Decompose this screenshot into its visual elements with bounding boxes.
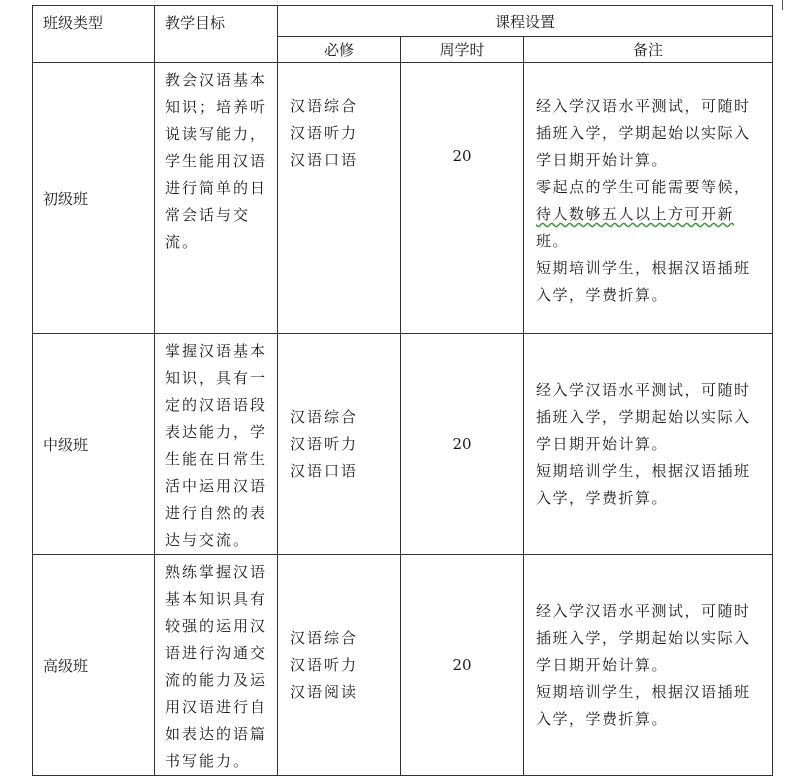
header-goal: 教学目标 (155, 6, 278, 63)
teaching-goal (155, 555, 278, 776)
note-line: 学日期开始计算。 (536, 655, 669, 674)
note-line: 学日期开始计算。 (536, 151, 669, 169)
header-weekly-hours: 周学时 (401, 37, 524, 63)
notes-cell (524, 63, 773, 334)
weekly-hours: 20 (401, 555, 524, 776)
note-line: 插班入学，学期起始以实际入 (536, 407, 751, 426)
goal-line: 较强的运用汉 (165, 617, 268, 635)
notes-cell (524, 555, 773, 776)
class-level: 中级班 (33, 334, 155, 555)
required-courses (278, 63, 401, 334)
table-row (33, 334, 773, 555)
note-line: 经入学汉语水平测试，可随时 (536, 97, 751, 115)
table-row (33, 555, 773, 776)
course-item: 汉语听力 (290, 434, 359, 453)
note-line: 班。 (536, 232, 570, 250)
course-item: 汉语口语 (290, 461, 359, 480)
notes-cell (524, 334, 773, 555)
course-item: 汉语听力 (290, 655, 359, 674)
note-line: 插班入学，学期起始以实际入 (536, 628, 751, 647)
note-line: 学日期开始计算。 (536, 434, 669, 453)
note-line: 入学，学费折算。 (536, 709, 669, 728)
note-line: 经入学汉语水平测试，可随时 (536, 380, 751, 399)
header-class-type: 班级类型 (33, 6, 155, 63)
goal-line: 知识；培养听 (165, 98, 268, 116)
goal-line: 说读写能力， (165, 125, 268, 143)
goal-line: 定的汉语语段 (165, 396, 268, 414)
course-table (32, 5, 773, 776)
class-level: 高级班 (33, 555, 155, 776)
teaching-goal (155, 63, 278, 334)
goal-line: 学生能用汉语 (165, 152, 268, 170)
header-notes: 备注 (524, 37, 773, 63)
header-course-setup: 课程设置 (278, 6, 773, 37)
goal-line: 书写能力。 (165, 752, 251, 770)
header-required: 必修 (278, 37, 401, 63)
class-level: 初级班 (33, 63, 155, 334)
teaching-goal (155, 334, 278, 555)
goal-line: 掌握汉语基本 (165, 342, 268, 360)
required-courses (278, 334, 401, 555)
goal-line: 知识，具有一 (165, 369, 268, 387)
header-row (33, 6, 773, 37)
goal-line: 教会汉语基本 (165, 71, 268, 89)
goal-line: 熟练掌握汉语 (165, 563, 268, 581)
note-line: 插班入学，学期起始以实际入 (536, 124, 751, 142)
goal-line: 进行自然的表 (165, 504, 268, 522)
note-line: 入学，学费折算。 (536, 286, 669, 304)
weekly-hours: 20 (401, 334, 524, 555)
course-item: 汉语口语 (290, 151, 359, 169)
course-item: 汉语听力 (290, 124, 359, 142)
goal-line: 基本知识具有 (165, 590, 268, 608)
goal-line: 活中运用汉语 (165, 477, 268, 495)
note-line: 短期培训学生，根据汉语插班 (536, 461, 751, 480)
goal-line: 进行简单的日 (165, 179, 268, 197)
goal-line: 如表达的语篇 (165, 725, 268, 743)
goal-line: 表达能力，学 (165, 423, 268, 441)
note-line: 待人数够五人以上方可开新 (536, 205, 735, 223)
note-line: 零起点的学生可能需要等候， (536, 178, 751, 196)
required-courses (278, 555, 401, 776)
note-line: 入学，学费折算。 (536, 488, 669, 507)
course-item: 汉语综合 (290, 97, 359, 115)
goal-line: 语进行沟通交 (165, 644, 268, 662)
goal-line: 常会话与交 (165, 206, 251, 224)
course-item: 汉语综合 (290, 407, 359, 426)
page-corner-mark (782, 0, 783, 10)
goal-line: 流。 (165, 233, 200, 251)
note-line: 经入学汉语水平测试，可随时 (536, 601, 751, 620)
note-line: 短期培训学生，根据汉语插班 (536, 259, 751, 277)
goal-line: 生能在日常生 (165, 450, 268, 468)
course-item: 汉语阅读 (290, 682, 359, 701)
course-item: 汉语综合 (290, 628, 359, 647)
weekly-hours: 20 (401, 63, 524, 334)
table-row (33, 63, 773, 334)
goal-line: 用汉语进行自 (165, 698, 268, 716)
goal-line: 达与交流。 (165, 531, 251, 549)
goal-line: 流的能力及运 (165, 671, 268, 689)
note-line: 短期培训学生，根据汉语插班 (536, 682, 751, 701)
